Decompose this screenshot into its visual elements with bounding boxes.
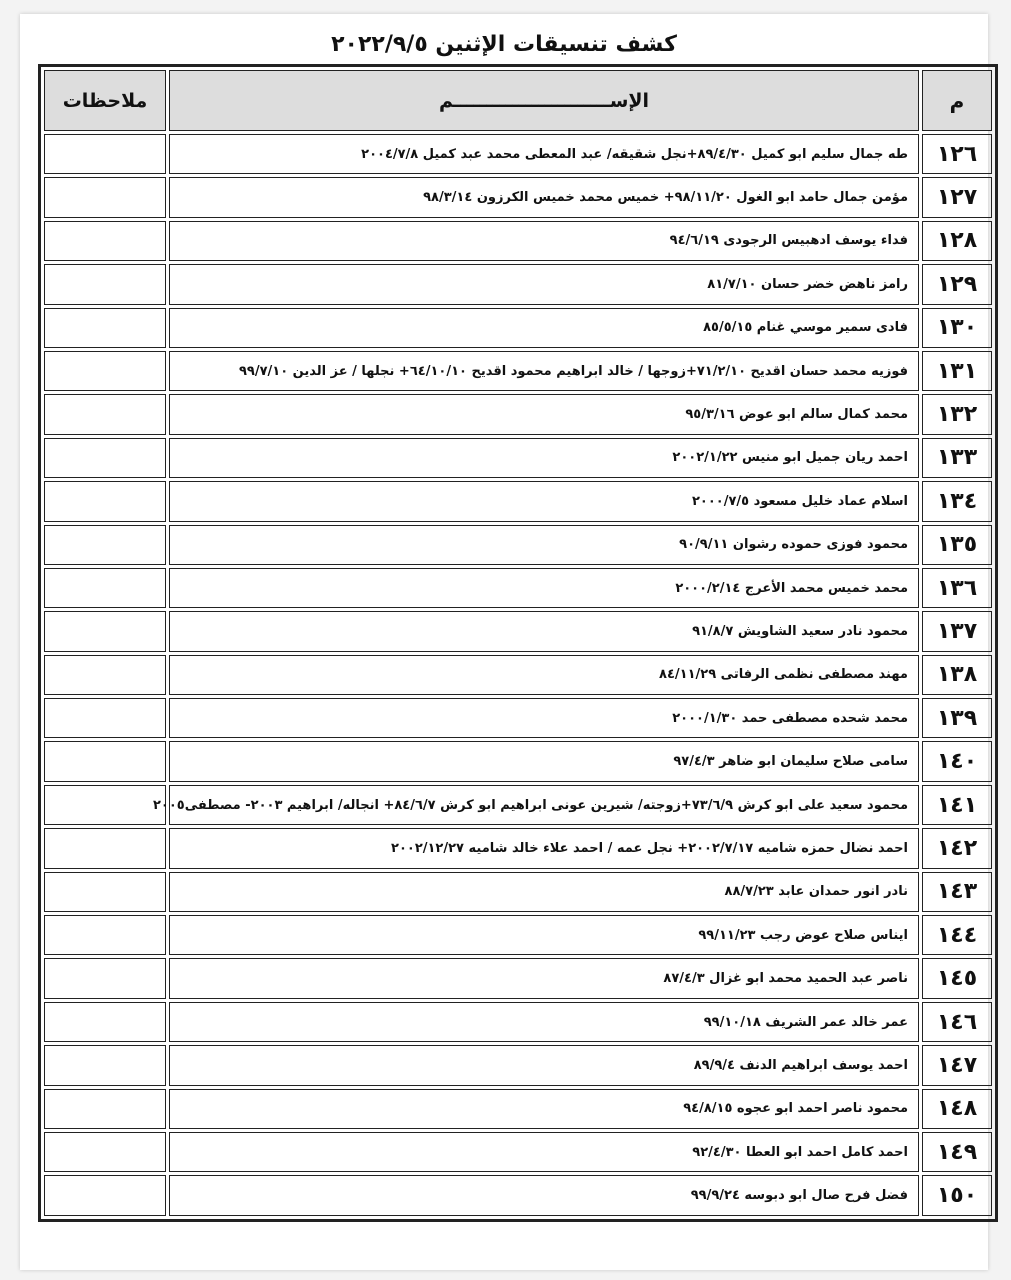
row-number-cell: ١٤١ bbox=[922, 785, 992, 825]
table-row bbox=[44, 525, 992, 565]
row-name-cell: فادى سمير موسي غنام ٨٥/٥/١٥ bbox=[169, 308, 919, 348]
table-row bbox=[44, 785, 992, 825]
table-row bbox=[44, 958, 992, 998]
row-number-cell: ١٤٨ bbox=[922, 1089, 992, 1129]
header-number: م bbox=[922, 70, 992, 131]
table-row bbox=[44, 177, 992, 217]
row-number-cell: ١٣١ bbox=[922, 351, 992, 391]
header-notes: ملاحظات bbox=[44, 70, 166, 131]
row-notes-cell bbox=[44, 785, 166, 825]
row-number-cell: ١٣٧ bbox=[922, 611, 992, 651]
row-name-cell: نادر انور حمدان عابد ٨٨/٧/٢٣ bbox=[169, 872, 919, 912]
row-number-cell: ١٣٩ bbox=[922, 698, 992, 738]
row-number-cell: ١٤٩ bbox=[922, 1132, 992, 1172]
row-notes-cell bbox=[44, 568, 166, 608]
table-row bbox=[44, 1089, 992, 1129]
row-name-cell: سامى صلاح سليمان ابو ضاهر ٩٧/٤/٣ bbox=[169, 741, 919, 781]
row-name-cell: عمر خالد عمر الشريف ٩٩/١٠/١٨ bbox=[169, 1002, 919, 1042]
table-body bbox=[44, 134, 992, 1216]
table-row bbox=[44, 308, 992, 348]
row-notes-cell bbox=[44, 915, 166, 955]
table-row bbox=[44, 221, 992, 261]
row-name-cell: احمد كامل احمد ابو العطا ٩٢/٤/٣٠ bbox=[169, 1132, 919, 1172]
table-row bbox=[44, 264, 992, 304]
row-name-cell: احمد يوسف ابراهيم الدنف ٨٩/٩/٤ bbox=[169, 1045, 919, 1085]
row-notes-cell bbox=[44, 1002, 166, 1042]
row-number-cell: ١٣٠ bbox=[922, 308, 992, 348]
row-name-cell: احمد نضال حمزه شاميه ٢٠٠٢/٧/١٧+ نجل عمه / احمد علاء خالد شاميه ٢٠٠٢/١٢/٢٧ bbox=[169, 828, 919, 868]
table-row bbox=[44, 351, 992, 391]
row-number-cell: ١٤٤ bbox=[922, 915, 992, 955]
table-row bbox=[44, 1045, 992, 1085]
table-row bbox=[44, 1132, 992, 1172]
row-notes-cell bbox=[44, 1089, 166, 1129]
row-number-cell: ١٤٥ bbox=[922, 958, 992, 998]
row-name-cell: محمود سعيد على ابو كرش ٧٣/٦/٩+زوجته/ شيرين عونى ابراهيم ابو كرش ٨٤/٦/٧+ انجاله/ ابراهيم ٢٠٠٣- مصطفى٢٠٠٥ bbox=[169, 785, 919, 825]
row-notes-cell bbox=[44, 655, 166, 695]
row-notes-cell bbox=[44, 394, 166, 434]
row-name-cell: رامز ناهض خضر حسان ٨١/٧/١٠ bbox=[169, 264, 919, 304]
row-number-cell: ١٣٤ bbox=[922, 481, 992, 521]
row-number-cell: ١٢٨ bbox=[922, 221, 992, 261]
row-number-cell: ١٢٦ bbox=[922, 134, 992, 174]
table-row bbox=[44, 872, 992, 912]
row-number-cell: ١٢٩ bbox=[922, 264, 992, 304]
row-notes-cell bbox=[44, 351, 166, 391]
row-name-cell: فوزيه محمد حسان اقديح ٧١/٢/١٠+زوجها / خالد ابراهيم محمود اقديح ٦٤/١٠/١٠+ نجلها / عز الدين ٩٩/٧/١٠ bbox=[169, 351, 919, 391]
row-notes-cell bbox=[44, 611, 166, 651]
document-page bbox=[20, 14, 988, 1270]
row-notes-cell bbox=[44, 481, 166, 521]
row-number-cell: ١٤٦ bbox=[922, 1002, 992, 1042]
row-notes-cell bbox=[44, 1132, 166, 1172]
row-notes-cell bbox=[44, 698, 166, 738]
row-name-cell: ايناس صلاح عوض رجب ٩٩/١١/٢٣ bbox=[169, 915, 919, 955]
row-name-cell: مؤمن جمال حامد ابو الغول ٩٨/١١/٢٠+ خميس محمد خميس الكرزون ٩٨/٣/١٤ bbox=[169, 177, 919, 217]
row-number-cell: ١٣٦ bbox=[922, 568, 992, 608]
row-name-cell: احمد ريان جميل ابو منيس ٢٠٠٢/١/٢٢ bbox=[169, 438, 919, 478]
row-notes-cell bbox=[44, 741, 166, 781]
table-row bbox=[44, 915, 992, 955]
row-number-cell: ١٣٣ bbox=[922, 438, 992, 478]
row-name-cell: محمود نادر سعيد الشاويش ٩١/٨/٧ bbox=[169, 611, 919, 651]
row-notes-cell bbox=[44, 828, 166, 868]
row-name-cell: محمود فوزى حموده رشوان ٩٠/٩/١١ bbox=[169, 525, 919, 565]
row-number-cell: ١٣٢ bbox=[922, 394, 992, 434]
row-name-cell: محمد خميس محمد الأعرج ٢٠٠٠/٢/١٤ bbox=[169, 568, 919, 608]
row-number-cell: ١٣٥ bbox=[922, 525, 992, 565]
table-row bbox=[44, 828, 992, 868]
row-notes-cell bbox=[44, 958, 166, 998]
table-row bbox=[44, 568, 992, 608]
row-name-cell: محمد كمال سالم ابو عوض ٩٥/٣/١٦ bbox=[169, 394, 919, 434]
table-row bbox=[44, 741, 992, 781]
row-notes-cell bbox=[44, 134, 166, 174]
row-number-cell: ١٣٨ bbox=[922, 655, 992, 695]
row-notes-cell bbox=[44, 308, 166, 348]
table-row bbox=[44, 655, 992, 695]
row-notes-cell bbox=[44, 438, 166, 478]
header-name: الإســــــــــــــــــــــــم bbox=[169, 70, 919, 131]
row-notes-cell bbox=[44, 221, 166, 261]
row-notes-cell bbox=[44, 872, 166, 912]
table-row bbox=[44, 698, 992, 738]
row-name-cell: اسلام عماد خليل مسعود ٢٠٠٠/٧/٥ bbox=[169, 481, 919, 521]
row-name-cell: محمود ناصر احمد ابو عجوه ٩٤/٨/١٥ bbox=[169, 1089, 919, 1129]
table-header-row bbox=[44, 70, 992, 131]
page-title: كشف تنسيقات الإثنين ٢٠٢٢/٩/٥ bbox=[331, 32, 677, 57]
table-row bbox=[44, 438, 992, 478]
row-number-cell: ١٤٣ bbox=[922, 872, 992, 912]
table-row bbox=[44, 481, 992, 521]
table-row bbox=[44, 611, 992, 651]
schedule-table bbox=[38, 64, 998, 1222]
row-notes-cell bbox=[44, 1045, 166, 1085]
table-row bbox=[44, 394, 992, 434]
row-name-cell: مهند مصطفى نظمى الرفاتى ٨٤/١١/٢٩ bbox=[169, 655, 919, 695]
row-name-cell: ناصر عبد الحميد محمد ابو غزال ٨٧/٤/٣ bbox=[169, 958, 919, 998]
row-notes-cell bbox=[44, 177, 166, 217]
row-number-cell: ١٢٧ bbox=[922, 177, 992, 217]
row-name-cell: فداء يوسف ادهبيس الرجودى ٩٤/٦/١٩ bbox=[169, 221, 919, 261]
table-row bbox=[44, 134, 992, 174]
row-notes-cell bbox=[44, 525, 166, 565]
row-name-cell: محمد شحده مصطفى حمد ٢٠٠٠/١/٣٠ bbox=[169, 698, 919, 738]
row-name-cell: طه جمال سليم ابو كميل ٨٩/٤/٣٠+نجل شقيقه/ عبد المعطى محمد عبد كميل ٢٠٠٤/٧/٨ bbox=[169, 134, 919, 174]
table-row bbox=[44, 1002, 992, 1042]
row-number-cell: ١٤٢ bbox=[922, 828, 992, 868]
row-number-cell: ١٥٠ bbox=[922, 1175, 992, 1216]
row-number-cell: ١٤٧ bbox=[922, 1045, 992, 1085]
row-notes-cell bbox=[44, 264, 166, 304]
row-notes-cell bbox=[44, 1175, 166, 1216]
table-row bbox=[44, 1175, 992, 1216]
row-name-cell: فضل فرح صال ابو دبوسه ٩٩/٩/٢٤ bbox=[169, 1175, 919, 1216]
row-number-cell: ١٤٠ bbox=[922, 741, 992, 781]
